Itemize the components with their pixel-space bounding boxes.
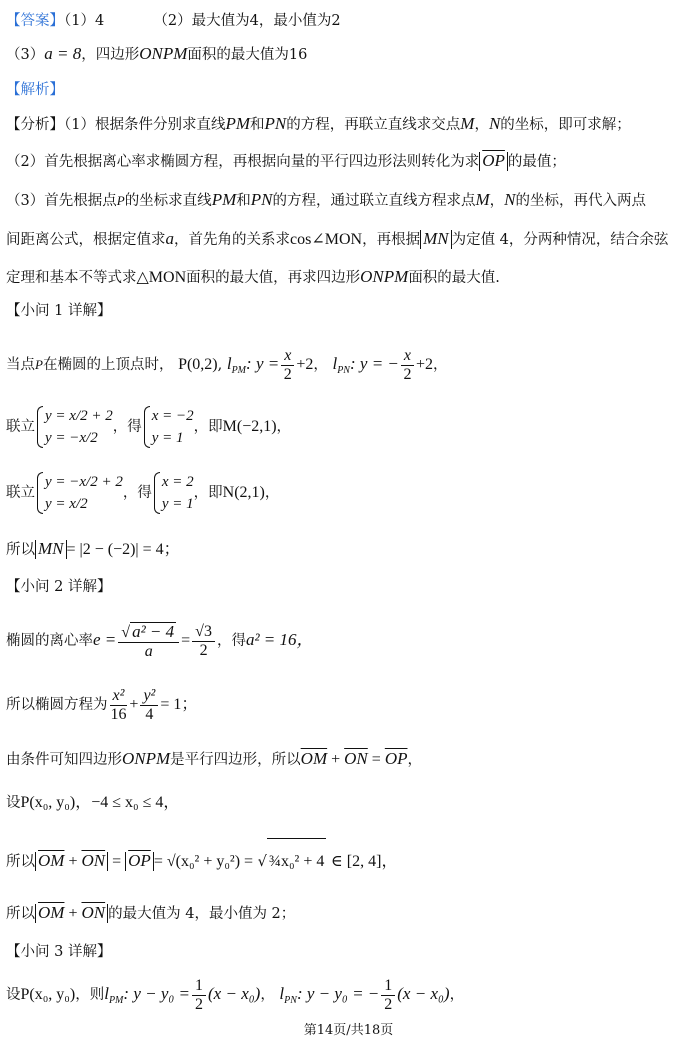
vec-om-3: $\overline{OM}$ <box>38 903 65 922</box>
q1-header: 【小问 1 详解】 <box>6 303 112 319</box>
quad-onpm: ONPM <box>360 267 409 286</box>
q3-lpn: l <box>279 984 285 1003</box>
q2-set-p <box>6 794 693 812</box>
ecc-label: 椭圆的离心率 <box>6 633 93 649</box>
q1-line-1: 当点P在椭圆的上顶点时， P(0,2), $l_{PM}$: y = $\frac{x}{2}$ +2， $l_{PN}$: y = − $\frac{x}{2}$ +2， <box>6 346 448 383</box>
p-x0y0: P(x₀, y₀) <box>20 794 76 811</box>
analysis-l3-d: 的坐标，再代入两点 <box>515 193 646 209</box>
y2: y² <box>140 687 158 706</box>
analysis-l2-b: 的最值； <box>507 154 566 170</box>
q3-lpn-sub: PN <box>284 994 297 1006</box>
vec-op: $\overline{OP}$ <box>384 749 408 768</box>
frac-2-2: 2 <box>403 365 412 383</box>
and-word-2: 和 <box>236 193 251 209</box>
para-b: 是平行四边形，所以 <box>170 752 301 768</box>
q3-paren-2: (x − x₀) <box>397 984 450 1003</box>
answer-line-2 <box>6 45 693 64</box>
point-m: M <box>460 114 475 133</box>
lianli: 联立 <box>6 419 35 435</box>
q3-p: P(x₀, y₀) <box>20 986 76 1003</box>
m-coord: M(−2,1) <box>222 418 277 435</box>
l-pn: l <box>332 354 338 373</box>
suoyi: 所以 <box>6 542 35 558</box>
q2-parallelogram: 由条件可知四边形ONPM是平行四边形，所以$\overline{OM} + \overline{ON} = \overline{OP}$， <box>6 749 422 768</box>
q3-one-2: 1 <box>381 977 395 996</box>
answer-line-1 <box>6 12 693 30</box>
cos-mon: cos∠MON <box>290 231 363 248</box>
analysis-l4-c: ，再根据 <box>362 232 421 248</box>
q3-lpm: l <box>104 984 109 1003</box>
lianli-2: 联立 <box>6 485 35 501</box>
answer-part-3-tail: 面积的最大值为16 <box>187 47 308 63</box>
analysis-l5-c: 面积的最大值. <box>408 270 500 286</box>
de-2: ，得 <box>122 485 152 501</box>
q2-magnitude: 所以 $\overline{OM} + \overline{ON} = \overline{OP} = √(x_0^2 + y_0^2)$ = √ ¾x₀² + 4 ∈ [2, 4]， <box>6 838 693 884</box>
point-n: N <box>488 114 501 133</box>
q1-point-p: P <box>35 357 43 372</box>
page-footer: 第14页/共18页 <box>303 1023 394 1038</box>
line-pn: PN <box>264 114 287 133</box>
frac-x: x <box>281 347 294 366</box>
analysis-l1-c: 的坐标，即可求解； <box>500 117 631 133</box>
answer-shape: ONPM <box>139 44 188 63</box>
analysis-l4-b: ，首先角的关系求 <box>174 232 290 248</box>
q3-two: 2 <box>195 995 204 1013</box>
q3-one: 1 <box>192 977 206 996</box>
q3-set: 设 <box>6 987 21 1003</box>
den-2: 2 <box>199 641 208 659</box>
e-eq: e = <box>93 630 117 649</box>
sixteen: 16 <box>110 705 127 723</box>
answer-part-3-rest: ，四边形 <box>81 47 140 63</box>
para-a: 由条件可知四边形 <box>6 752 122 768</box>
q3-ze: ，则 <box>75 987 105 1003</box>
sys1-row1: y = x/2 + 2 <box>45 408 113 424</box>
q3-paren: (x − x₀) <box>208 984 261 1003</box>
plus-2-b: +2 <box>416 356 434 373</box>
analysis-line-1 <box>6 115 693 134</box>
ji-2: ，即 <box>193 485 223 501</box>
max-b: 的最大值为 4，最小值为 2； <box>108 906 296 922</box>
line-pn-2: PN <box>250 190 273 209</box>
frac-x-2: x <box>401 347 414 366</box>
q3-two-2: 2 <box>384 995 393 1013</box>
analysis-line-5 <box>6 268 693 287</box>
q3-eq-b: : y − y₀ = − <box>296 984 380 1003</box>
para-c: ， <box>407 752 422 768</box>
analysis-l2-a: （2）首先根据离心率求椭圆方程，再根据向量的平行四边形法则转化为求 <box>6 154 480 170</box>
point-p: P <box>116 193 125 208</box>
mn-abs: MN <box>38 539 64 558</box>
analysis-l1-a: （1）根据条件分别求直线 <box>64 117 226 133</box>
vec-op-2: $\overline{OP}$ <box>128 851 151 870</box>
q1-s1-b: 在椭圆的上顶点时， <box>42 357 174 373</box>
vec-on-2: $\overline{ON}$ <box>81 851 106 870</box>
analysis-l5-b: 面积的最大值，再求四边形 <box>186 270 361 286</box>
l-pm: l <box>226 354 232 373</box>
so-range: ∈ [2, 4]， <box>330 853 398 870</box>
q3-tail: ， <box>449 987 465 1003</box>
vec-on: $\overline{ON}$ <box>344 749 368 768</box>
eqn-label: 所以椭圆方程为 <box>6 697 108 713</box>
answer-a-eq: a = 8 <box>44 44 82 63</box>
and-word: 和 <box>250 117 265 133</box>
answer-label: 【答案】 <box>6 13 64 29</box>
frac-2: 2 <box>283 365 292 383</box>
analysis-l4-a: 间距离公式，根据定值求 <box>6 232 166 248</box>
answer-part-2: （2）最大值为4，最小值为2 <box>153 13 341 29</box>
sys2-row1: y = −x/2 + 2 <box>45 474 123 490</box>
analysis-l3-c: 的方程，通过联立直线方程求点 <box>272 193 476 209</box>
q1-system-2: 联立 y = −x/2 + 2 y = x/2 ，得 x = 2 y = 1 ，即N(2,1)， <box>6 470 693 516</box>
eq-head: : y = <box>246 354 280 373</box>
so-sqrt: ¾x₀² + 4 <box>267 838 326 885</box>
q2-maxmin: 所以 $\overline{OM} + \overline{ON}$ 的最大值为 4，最小值为 2； <box>6 903 296 922</box>
mn-value: = |2 − (−2)| = 4； <box>66 541 180 558</box>
analysis-header: 【解析】 <box>6 82 64 98</box>
line-pm-2: PM <box>211 190 237 209</box>
sol1-row1: x = −2 <box>151 408 194 424</box>
sqrt3: √3 <box>192 623 215 642</box>
sol2-row2: y = 1 <box>161 496 194 512</box>
onpm-2: ONPM <box>122 749 171 768</box>
vec-om-2: $\overline{OM}$ <box>38 851 65 870</box>
set-a: 设 <box>6 795 21 811</box>
answer-part-1: （1）4 <box>64 13 105 29</box>
analysis-l4-d: 为定值 4，分两种情况，结合余弦 <box>451 232 669 248</box>
answer-part-3-prefix: （3） <box>6 47 45 63</box>
analysis-line-2 <box>6 152 693 171</box>
p-coord: P(0,2) <box>178 356 218 373</box>
q3-header: 【小问 3 详解】 <box>6 944 112 960</box>
vec-om: $\overline{OM}$ <box>300 749 328 768</box>
den-a: a <box>144 642 153 660</box>
q1-system-1: 联立 y = x/2 + 2 y = −x/2 ，得 x = −2 y = 1 ，即M(−2,1)， <box>6 404 693 450</box>
q3-lpm-sub: PM <box>108 994 124 1006</box>
max-a: 所以 <box>6 906 35 922</box>
ji: ，即 <box>193 419 223 435</box>
analysis-line-4 <box>6 230 693 249</box>
q3-line-1: 设P(x₀, y₀)，则$l_{PM}$: y − y₀ = $\frac{1}{2}$ (x − x₀)， $l_{PN}$: y − y₀ = − $\frac{1}{2}$ (x − x₀)， <box>6 976 465 1013</box>
l-pn-sub: PN <box>337 364 350 376</box>
line-pm: PM <box>225 114 251 133</box>
analysis-label: 【分析】 <box>6 117 64 133</box>
q1-result <box>6 540 693 559</box>
sqrt-body: a² − 4 <box>132 621 175 641</box>
analysis-line-3 <box>6 191 693 210</box>
plus: + <box>129 696 139 713</box>
comma-2: ， <box>489 193 505 209</box>
point-m-2: M <box>475 190 490 209</box>
analysis-l3-a: （3）首先根据点 <box>6 193 117 209</box>
plus-2: +2 <box>296 356 314 373</box>
so-a: 所以 <box>6 854 35 870</box>
eq-sign: = <box>181 632 191 649</box>
x0-range: ，−4 ≤ x₀ ≤ 4， <box>75 794 180 811</box>
sol2-row1: x = 2 <box>161 474 194 490</box>
q3-eq-a: : y − y₀ = <box>123 984 191 1003</box>
point-n-2: N <box>504 190 516 209</box>
q2-header: 【小问 2 详解】 <box>6 579 112 595</box>
eq1: = 1； <box>160 696 198 713</box>
comma: ， <box>474 117 489 133</box>
vec-on-3: $\overline{ON}$ <box>81 903 106 922</box>
analysis-l3-b: 的坐标求直线 <box>124 193 212 209</box>
q1-s1-a: 当点 <box>6 357 35 373</box>
q2-ellipse <box>6 682 693 728</box>
sys1-row2: y = −x/2 <box>45 430 98 446</box>
triangle-mon: △MON <box>136 269 187 286</box>
n-coord: N(2,1) <box>222 484 265 501</box>
four: 4 <box>145 705 154 723</box>
var-a: a <box>165 229 174 248</box>
a2-eq: a² = 16， <box>245 630 314 649</box>
de-a2: ，得 <box>216 633 246 649</box>
q2-ecc: 椭圆的离心率e = $\frac{\text{√ a² − 4}}{a}$ = $\frac{√3}{2}$ ，得a² = 16， <box>6 621 314 660</box>
l-pm-sub: PM <box>231 364 247 376</box>
segment-mn: MN <box>423 229 449 248</box>
vector-op: $\overline{OP}$ <box>482 151 505 170</box>
analysis-l5-a: 定理和基本不等式求 <box>6 270 137 286</box>
sol1-row2: y = 1 <box>151 430 184 446</box>
de: ，得 <box>112 419 142 435</box>
eq-head-neg: : y = − <box>349 354 399 373</box>
x2: x² <box>110 687 128 706</box>
sys2-row2: y = x/2 <box>45 496 88 512</box>
so-eq: = √(x₀² + y₀²) = <box>153 853 254 870</box>
analysis-l1-b: 的方程，再联立直线求交点 <box>286 117 461 133</box>
